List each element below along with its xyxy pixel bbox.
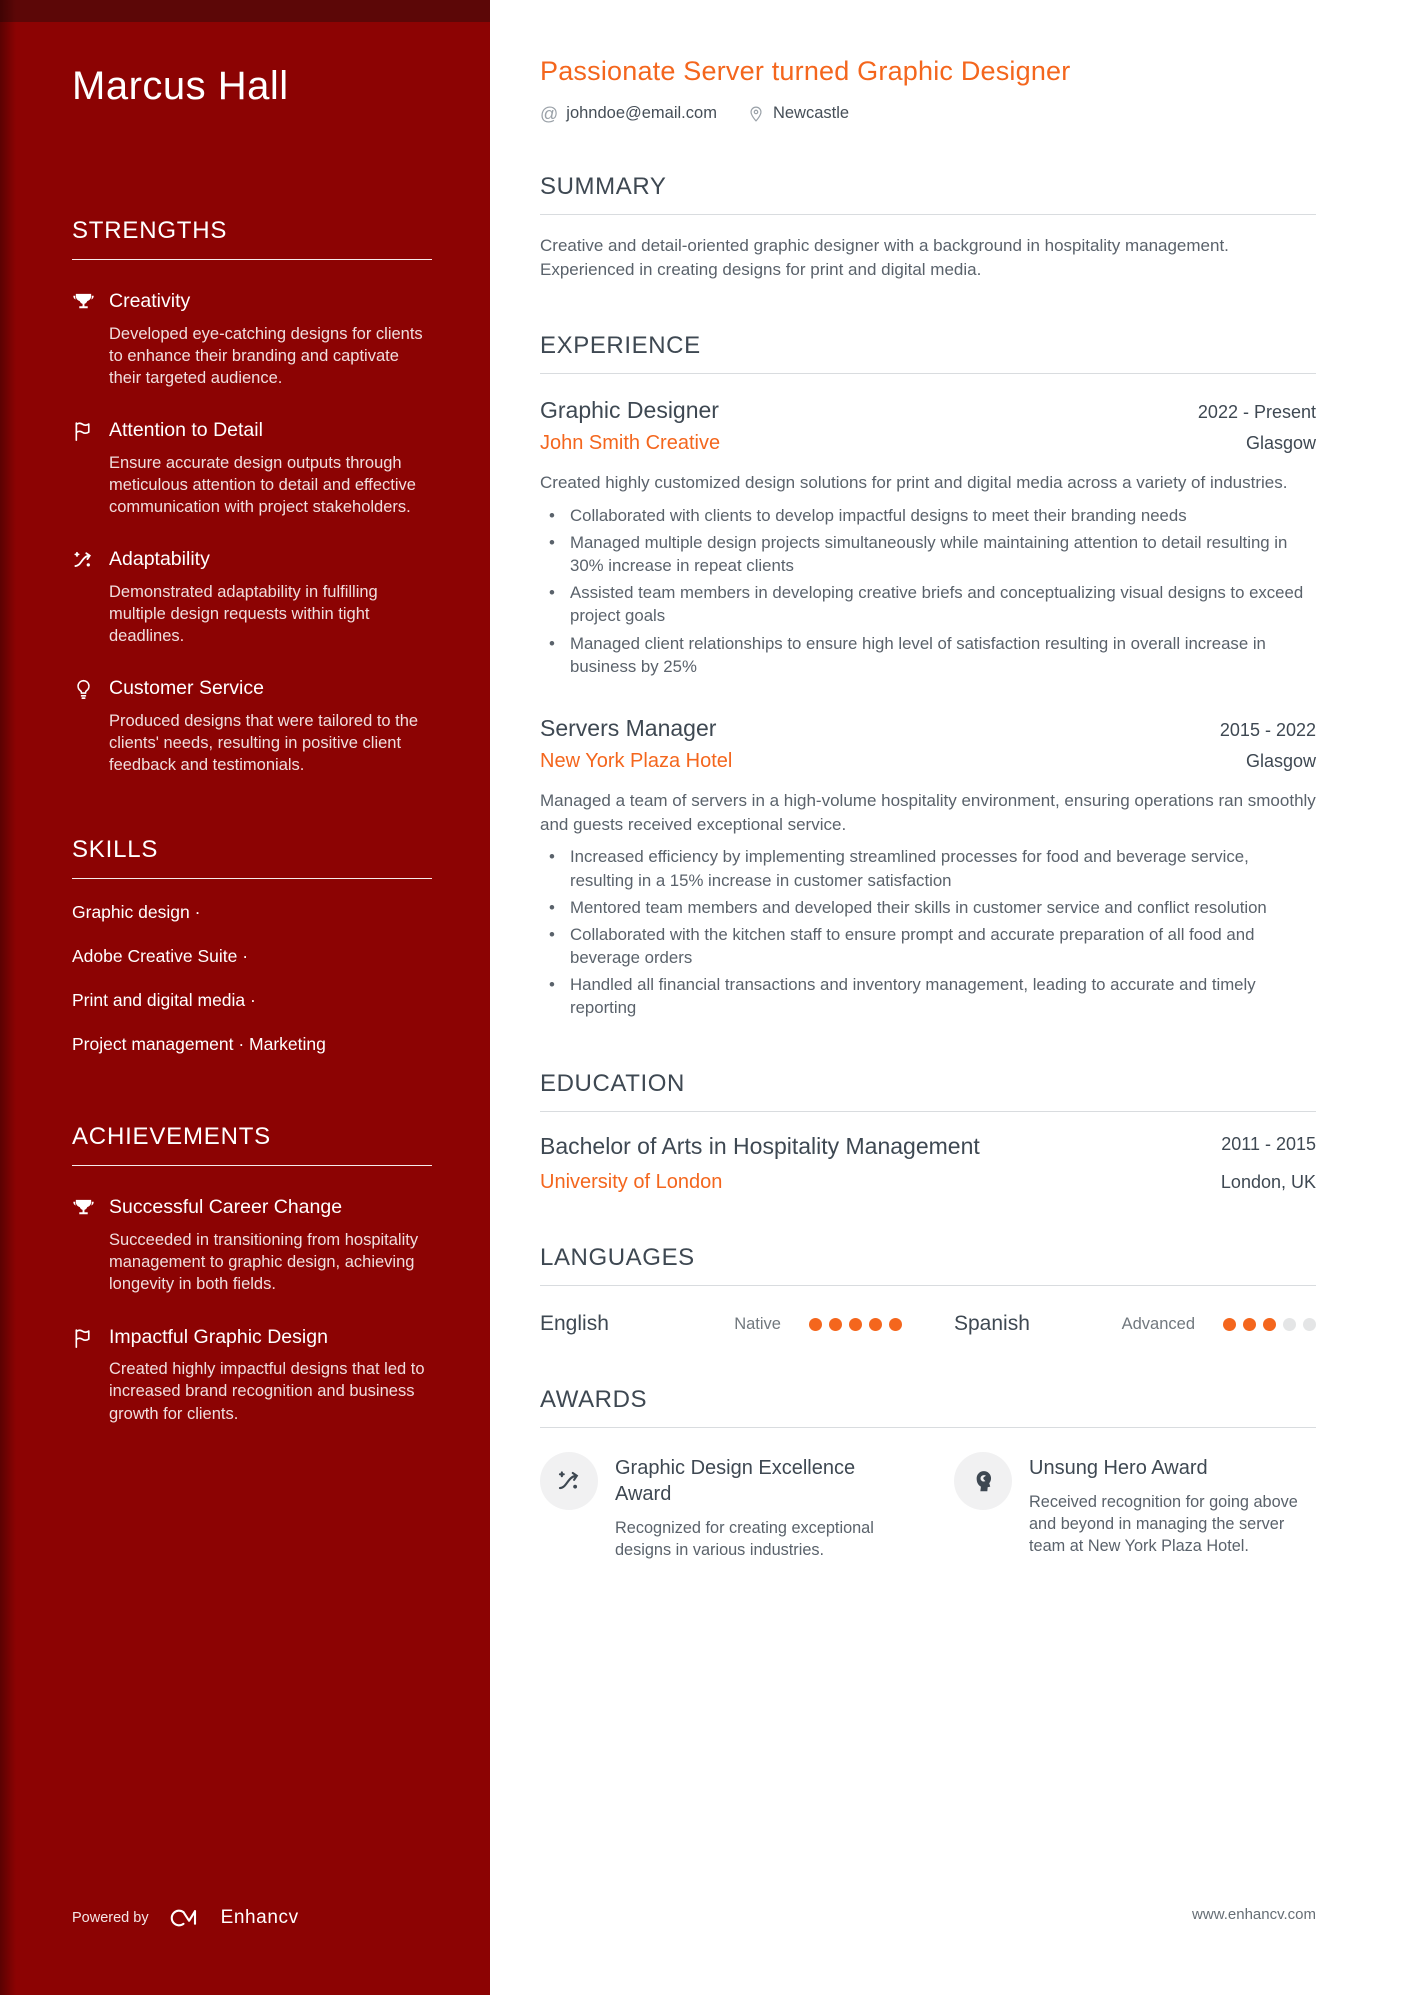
rating-dot-filled [869,1318,882,1331]
divider [72,878,432,879]
email-text[interactable]: johndoe@email.com [566,104,717,122]
strength-desc: Developed eye-catching designs for clients to enhance their branding and captivate their targeted audience. [109,324,423,387]
flag-icon [72,419,97,518]
divider [540,1285,1316,1286]
shuffle-arrows-icon [540,1452,598,1510]
strength-desc: Demonstrated adaptability in fulfilling multiple design requests within tight deadlines. [109,583,378,646]
job-bullet: • Managed multiple design projects simultaneously while maintaining attention to detail resulting in 30% increase in repeat clients [540,531,1316,577]
achievements-heading: ACHIEVEMENTS [72,1123,271,1151]
language-item [954,1312,1316,1336]
job-company: John Smith Creative [540,432,721,454]
job-bullet: • Assisted team members in developing creative briefs and conceptualizing visual designs to exceed project goals [540,581,1316,627]
person-name: Marcus Hall [72,64,289,108]
job-summary: Managed a team of servers in a high-volume hospitality environment, ensuring operations ran smoothly and guests received exceptional service. [540,790,1316,834]
award-title: Graphic Design Excellence Award [615,1457,856,1506]
language-rating-dots [809,1318,902,1331]
email-item [540,104,717,123]
strength-desc: Produced designs that were tailored to the clients' needs, resulting in positive client feedback and testimonials. [109,712,419,775]
language-name: Spanish [954,1312,1030,1336]
job-dates: 2022 - Present [1197,402,1316,423]
rating-dot-filled [1243,1318,1256,1331]
enhancv-logo-icon [167,1907,203,1929]
skills-heading: SKILLS [72,836,159,864]
trophy-icon [72,1196,97,1295]
powered-by-label: Powered by [72,1910,149,1926]
at-icon: @ [540,103,559,124]
strength-desc: Ensure accurate design outputs through meticulous attention to detail and effective communication with project stakeholders. [109,453,416,517]
strength-item [72,419,432,518]
languages-heading: LANGUAGES [540,1244,695,1272]
job-bullet: • Increased efficiency by implementing streamlined processes for food and beverage service, resulting in a 15% increase in customer satisfaction [540,845,1316,891]
strength-title: Adaptability [109,548,210,571]
job-bullets [540,504,1316,678]
job-entry [540,396,1316,678]
language-level: Native [734,1314,781,1333]
rating-dot-empty [1303,1318,1316,1331]
award-item [540,1452,902,1561]
rating-dot-filled [889,1318,902,1331]
language-level: Advanced [1121,1314,1195,1333]
location-pin-icon [747,105,765,123]
job-bullets [540,845,1316,1019]
location-text: Newcastle [772,104,850,122]
location-item [747,104,849,123]
job-bullet: • Handled all financial transactions and inventory management, leading to accurate and timely reporting [540,973,1316,1019]
language-rating-dots [1223,1318,1316,1331]
education-location: London, UK [1220,1172,1316,1193]
rating-dot-filled [1223,1318,1236,1331]
skill-item: Graphic design · [72,902,201,923]
achievement-desc: Created highly impactful designs that led to increased brand recognition and business growth for clients. [109,1360,425,1423]
award-desc: Received recognition for going above and beyond in managing the server team at New York Plaza Hotel. [1029,1493,1298,1556]
job-summary: Created highly customized design solutions for print and digital media across a variety of industries. [540,473,1288,492]
rating-dot-filled [849,1318,862,1331]
job-bullet: • Managed client relationships to ensure high level of satisfaction resulting in overall increase in business by 25% [540,632,1316,678]
job-title: Graphic Designer [540,397,719,424]
achievement-title: Successful Career Change [109,1196,343,1219]
achievement-item [72,1326,432,1425]
job-location: Glasgow [1245,433,1316,453]
job-entry [540,714,1316,1020]
summary-section [540,173,1316,282]
enhancv-wordmark: Enhancv [220,1907,299,1928]
divider [72,1165,432,1166]
award-item [954,1452,1316,1561]
skill-item: Print and digital media · [72,990,256,1011]
skills-section [72,836,432,1055]
head-silhouette-icon [954,1452,1012,1510]
job-location: Glasgow [1245,750,1316,771]
powered-by-footer [72,1907,299,1929]
shuffle-arrows-icon [72,548,97,647]
experience-heading: EXPERIENCE [540,332,701,360]
school-name: University of London [540,1171,723,1194]
strength-item [72,677,432,776]
awards-heading: AWARDS [540,1386,648,1414]
skill-item: Adobe Creative Suite · [72,946,249,967]
strength-item [72,290,432,389]
contact-row [540,104,1316,123]
resume-headline: Passionate Server turned Graphic Designer [540,56,1071,86]
rating-dot-filled [829,1318,842,1331]
website-link[interactable]: www.enhancv.com [1192,1906,1316,1923]
divider [540,1427,1316,1428]
degree-title: Bachelor of Arts in Hospitality Management [540,1132,980,1159]
strength-title: Attention to Detail [109,419,263,442]
achievement-title: Impactful Graphic Design [109,1325,328,1348]
job-company: New York Plaza Hotel [540,749,733,772]
divider [72,259,432,260]
rating-dot-filled [809,1318,822,1331]
lightbulb-icon [72,677,97,776]
job-dates: 2015 - 2022 [1219,720,1316,740]
languages-section [540,1244,1316,1336]
skill-item: Project management · Marketing [72,1034,326,1055]
strength-item [72,548,432,647]
achievement-desc: Succeeded in transitioning from hospitality management to graphic design, achieving longevity in both fields. [109,1231,419,1294]
education-heading: EDUCATION [540,1069,685,1097]
rating-dot-empty [1283,1318,1296,1331]
strengths-heading: STRENGTHS [72,217,228,244]
strength-title: Customer Service [109,677,264,700]
job-bullet: • Collaborated with the kitchen staff to ensure prompt and accurate preparation of all food and beverage orders [540,923,1316,969]
strengths-section [72,217,432,776]
sidebar [0,0,490,1995]
achievement-item [72,1196,432,1295]
trophy-icon [72,290,97,389]
main-column [490,0,1410,1995]
education-section [540,1070,1316,1195]
award-title: Unsung Hero Award [1029,1457,1208,1480]
achievements-section [72,1123,432,1424]
strength-title: Creativity [109,290,191,312]
job-bullet: • Mentored team members and developed their skills in customer service and conflict resolution [540,896,1316,919]
language-name: English [540,1312,609,1336]
award-desc: Recognized for creating exceptional designs in various industries. [615,1518,874,1559]
divider [540,373,1316,374]
summary-heading: SUMMARY [540,173,667,200]
experience-section [540,332,1316,1019]
flag-icon [72,1326,97,1425]
language-item [540,1312,902,1336]
education-dates: 2011 - 2015 [1221,1133,1316,1154]
rating-dot-filled [1263,1318,1276,1331]
awards-section [540,1386,1316,1561]
job-bullet: • Collaborated with clients to develop impactful designs to meet their branding needs [540,504,1316,527]
divider [540,214,1316,215]
summary-text: Creative and detail-oriented graphic designer with a background in hospitality management. Experienced in creating designs for print and digital media. [540,236,1229,280]
job-title: Servers Manager [540,715,717,741]
